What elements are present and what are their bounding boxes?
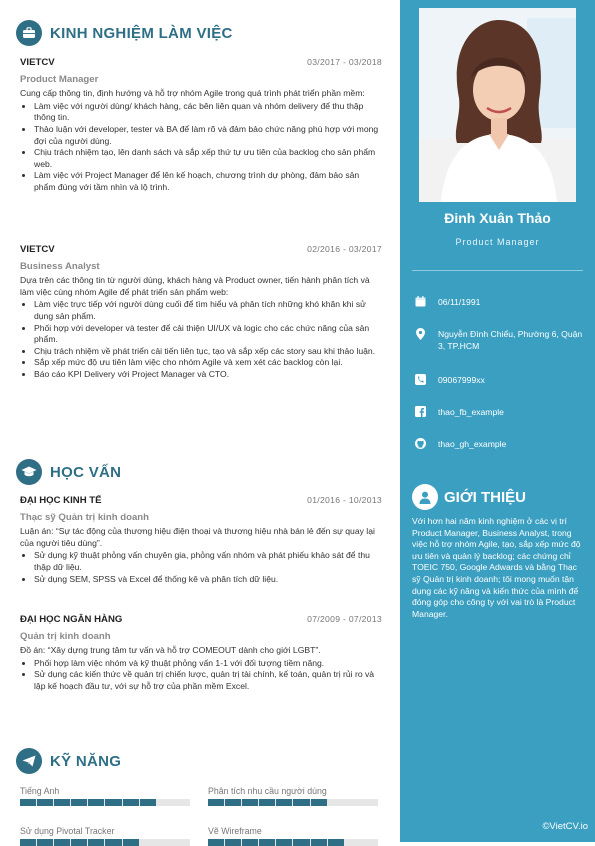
job-title: Product Manager	[20, 73, 99, 85]
skill-level-segment	[37, 799, 53, 806]
thesis-description: Luận án: “Sự tác động của thương hiệu điện thoại và thương hiệu nhà bán lẻ đến sự quay lại của người tiêu dùng”.	[20, 526, 375, 548]
profile-photo	[419, 8, 576, 202]
skill-level-segment	[20, 799, 36, 806]
school-name: ĐẠI HỌC KINH TẾ	[20, 495, 102, 506]
contact-text: 06/11/1991	[438, 297, 481, 307]
facebook-icon	[414, 406, 426, 418]
section-title: KINH NGHIỆM LÀM VIỆC	[50, 24, 233, 42]
skill-level-segment	[140, 799, 156, 806]
skill-level-segment	[225, 839, 241, 846]
skill-level-segment	[20, 839, 36, 846]
skill-level-segment	[88, 799, 104, 806]
skill-level-segment	[293, 839, 309, 846]
date-range: 01/2016 - 10/2013	[307, 495, 382, 505]
skill-level-bar	[208, 799, 378, 806]
skill-level-segment	[140, 839, 156, 846]
skill-level-segment	[174, 839, 190, 846]
company-name: VIETCV	[20, 244, 55, 255]
list-item: • Sử dụng các kiến thức về quản trị chiến lược, quản trị tài chính, kế toán, quản trị rủi ro và lập kế hoạch đầu tư, với sự hỗ trợ của phần mềm Excel.	[34, 669, 382, 692]
list-item: • Thảo luận với developer, tester và BA để làm rõ và đảm bảo chức năng phù hợp với mong đợi của người dùng.	[34, 124, 382, 147]
skill-level-segment	[259, 839, 275, 846]
contact-item-birthday	[414, 296, 584, 308]
job-description: Cung cấp thông tin, định hướng và hỗ trợ nhóm Agile trong quá trình phát triển phần mềm:	[20, 88, 365, 99]
section-header-skills	[16, 748, 121, 774]
date-range: 03/2017 - 03/2018	[307, 57, 382, 67]
contact-text: thao_fb_example	[438, 407, 504, 417]
detail-list	[20, 550, 382, 585]
user-icon	[412, 484, 438, 510]
skill-level-segment	[123, 839, 139, 846]
skill-level-segment	[328, 799, 344, 806]
education-entry	[20, 495, 382, 585]
skill-level-segment	[105, 839, 121, 846]
graduation-cap-icon	[16, 459, 42, 485]
skill-level-segment	[174, 799, 190, 806]
skill-level-segment	[157, 839, 173, 846]
section-title: KỸ NĂNG	[50, 752, 122, 770]
sidebar	[400, 0, 595, 842]
footer-brand: ©VietCV.io	[542, 821, 588, 832]
skill-level-segment	[362, 839, 378, 846]
skill-level-segment	[225, 799, 241, 806]
list-item: • Phối hợp làm việc nhóm và kỹ thuật phỏng vấn 1-1 với đối tượng tiềm năng.	[34, 658, 382, 670]
responsibility-list	[20, 101, 382, 194]
skill-level-segment	[105, 799, 121, 806]
contact-text: thao_gh_example	[438, 439, 507, 449]
contact-text: Nguyễn Đình Chiểu, Phường 6, Quận 3, TP.HCM	[438, 329, 583, 351]
skill-level-bar	[208, 839, 378, 846]
company-name: VIETCV	[20, 57, 55, 68]
list-item: • Làm việc với Project Manager để lên kế hoạch, chương trình dự phòng, đảm bảo sản phẩm đúng với tầm nhìn và lộ trình.	[34, 170, 382, 193]
education-entry	[20, 614, 382, 693]
skill-level-segment	[293, 799, 309, 806]
skill-level-segment	[88, 839, 104, 846]
skill-level-segment	[362, 799, 378, 806]
responsibility-list	[20, 299, 382, 380]
skill-level-segment	[208, 839, 224, 846]
contact-item-address	[414, 328, 584, 352]
experience-entry	[20, 244, 382, 381]
section-title: GIỚI THIỆU	[444, 488, 526, 506]
skill-level-segment	[242, 839, 258, 846]
skill-level-segment	[259, 799, 275, 806]
section-title: HỌC VẤN	[50, 463, 122, 481]
skill-level-segment	[345, 839, 361, 846]
skill-level-bar	[20, 799, 190, 806]
contact-text: 09067999xx	[438, 375, 485, 385]
job-description: Dựa trên các thông tin từ người dùng, khách hàng và Product owner, tiến hành phân tích và làm việc cùng nhóm Agile để phát triển sản phẩm web:	[20, 275, 370, 297]
skill-level-segment	[242, 799, 258, 806]
about-text: Với hơn hai năm kinh nghiệm ở các vị trí Product Manager, Business Analyst, trong việc hỗ trợ nhóm Agile, tạo, sắp xếp mức độ ưu tiên và quản lý backlog; các chứng chỉ TOEIC 750, Google Adwards và bằng Thạc sỹ Quản trị kinh doanh; tôi mong muốn tận dụng các kỹ năng và kiến thức của mình để đóng góp cho công ty với vai trò là Product Manager.	[412, 516, 581, 619]
list-item: • Sử dụng SEM, SPSS và Excel để thống kê và phân tích dữ liệu.	[34, 574, 382, 586]
skill-item	[208, 786, 378, 806]
list-item: • Làm việc trực tiếp với người dùng cuối để tìm hiểu và phân tích những khó khăn khi sử dụng sản phẩm.	[34, 299, 382, 322]
list-item: • Chịu trách nhiệm về phát triển cải tiến liên tục, tạo và sắp xếp các story sau khi thảo luận.	[34, 346, 382, 358]
skill-name: Phân tích nhu cầu người dùng	[208, 786, 327, 796]
list-item: • Báo cáo KPI Delivery với Project Manager và CTO.	[34, 369, 382, 381]
skill-level-segment	[71, 839, 87, 846]
contact-item-github[interactable]	[414, 438, 584, 450]
skill-name: Vẽ Wireframe	[208, 826, 262, 836]
experience-entry	[20, 57, 382, 194]
briefcase-icon	[16, 20, 42, 46]
skill-level-segment	[311, 799, 327, 806]
date-range: 02/2016 - 03/2017	[307, 244, 382, 254]
profile-name: Đinh Xuân Thảo	[444, 210, 551, 226]
skill-level-segment	[37, 839, 53, 846]
skill-level-segment	[123, 799, 139, 806]
skill-level-segment	[71, 799, 87, 806]
section-header-about	[412, 484, 526, 510]
location-pin-icon	[414, 328, 426, 340]
skill-level-segment	[54, 799, 70, 806]
list-item: • Phối hợp với developer và tester để cải thiện UI/UX và logic cho các chức năng của sản phẩm.	[34, 323, 382, 346]
skill-name: Sử dụng Pivotal Tracker	[20, 826, 115, 836]
paper-plane-icon	[16, 748, 42, 774]
skill-level-bar	[20, 839, 190, 846]
skill-level-segment	[54, 839, 70, 846]
calendar-icon	[414, 296, 426, 308]
contact-item-phone	[414, 374, 584, 386]
job-title: Business Analyst	[20, 260, 100, 272]
list-item: • Chịu trách nhiệm tạo, lên danh sách và sắp xếp thứ tự ưu tiên của backlog cho sản phẩm web.	[34, 147, 382, 170]
date-range: 07/2009 - 07/2013	[307, 614, 382, 624]
skill-item	[20, 826, 190, 846]
skill-level-segment	[208, 799, 224, 806]
list-item: • Làm việc với người dùng/ khách hàng, các bên liên quan và nhóm delivery để thu thập thông tin.	[34, 101, 382, 124]
degree-name: Thạc sỹ Quản trị kinh doanh	[20, 511, 150, 523]
profile-role: Product Manager	[455, 237, 540, 247]
skill-item	[208, 826, 378, 846]
phone-icon	[414, 374, 426, 386]
skill-level-segment	[276, 799, 292, 806]
project-description: Đồ án: “Xây dựng trung tâm tư vấn và hỗ trợ COMEOUT dành cho giới LGBT”.	[20, 645, 321, 656]
skill-level-segment	[157, 799, 173, 806]
skill-level-segment	[276, 839, 292, 846]
skill-name: Tiếng Anh	[20, 786, 60, 796]
list-item: • Sử dụng kỹ thuật phỏng vấn chuyên gia, phỏng vấn nhóm và phát phiếu khảo sát để thu thập dữ liệu.	[34, 550, 382, 573]
skill-item	[20, 786, 190, 806]
github-icon	[414, 438, 426, 450]
list-item: • Sắp xếp mức độ ưu tiên làm việc cho nhóm Agile và xem xét các backlog còn lại.	[34, 357, 382, 369]
degree-name: Quản trị kinh doanh	[20, 630, 111, 642]
divider	[412, 270, 583, 271]
detail-list	[20, 658, 382, 693]
school-name: ĐẠI HỌC NGÂN HÀNG	[20, 614, 123, 625]
section-header-education	[16, 459, 121, 485]
skill-level-segment	[345, 799, 361, 806]
contact-item-facebook[interactable]	[414, 406, 584, 418]
skill-level-segment	[328, 839, 344, 846]
skill-level-segment	[311, 839, 327, 846]
section-header-experience	[16, 20, 233, 46]
